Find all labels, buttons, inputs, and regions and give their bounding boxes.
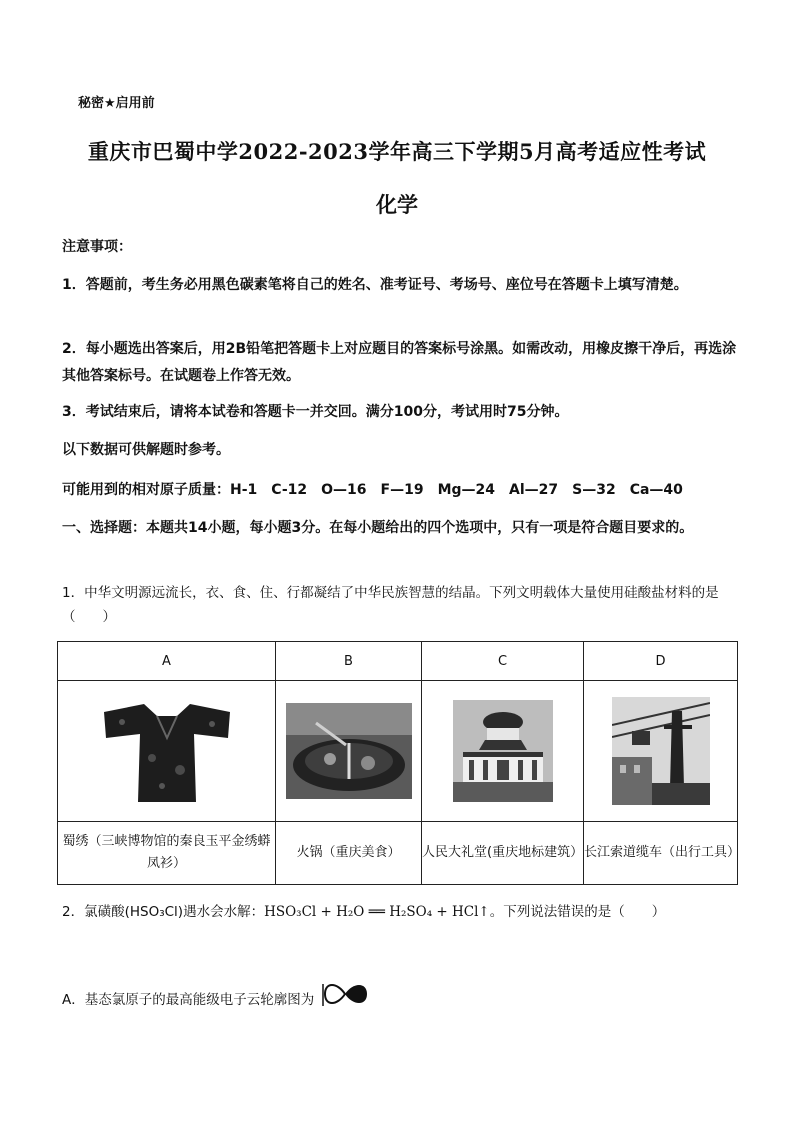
p-orbital-icon xyxy=(319,980,371,1008)
q2-stem-mid: 遇水会水解： xyxy=(183,904,265,920)
robe-photo xyxy=(102,698,232,804)
q2-formula: (HSO₃Cl) xyxy=(124,904,184,920)
notice-item-3: 3．考试结束后，请将本试卷和答题卡一并交回。满分100分，考试用时75分钟。 xyxy=(62,404,569,420)
notice-item-2: 2．每小题选出答案后，用2B铅笔把答题卡上对应题目的答案标号涂黑。如需改动，用橡皮擦干净后，再选涂其他答案标号。在试题卷上作答无效。 xyxy=(62,341,737,384)
q2-stem-prefix: 2．氯磺酸 xyxy=(62,904,125,920)
question-1-stem: 1．中华文明源远流长，衣、食、住、行都凝结了中华民族智慧的结晶。下列文明载体大量使用硅酸盐材料的是（ ） xyxy=(62,585,719,625)
question-2-stem xyxy=(62,900,742,924)
question-1-options-table xyxy=(57,641,741,885)
subject-title: 化学 xyxy=(376,192,418,217)
q2-stem-suffix: 。下列说法错误的是（ ） xyxy=(489,904,666,920)
option-a-caption: 蜀绣（三峡博物馆的秦良玉平金绣蟒凤衫） xyxy=(58,822,276,885)
option-c-letter: C xyxy=(422,642,584,681)
option-b-letter: B xyxy=(276,642,422,681)
q2-option-a-text: A．基态氯原子的最高能级电子云轮廓图为 xyxy=(62,992,315,1008)
data-note: 以下数据可供解题时参考。 xyxy=(62,442,230,458)
option-d-letter: D xyxy=(584,642,738,681)
question-2-option-a xyxy=(62,980,742,1012)
notice-item-1: 1．答题前，考生务必用黑色碳素笔将自己的姓名、准考证号、考场号、座位号在答题卡上填写清楚。 xyxy=(62,277,688,293)
notice-heading: 注意事项： xyxy=(62,239,132,255)
option-a-letter: A xyxy=(58,642,276,681)
q2-equation: HSO₃Cl + H₂O ══ H₂SO₄ + HCl↑ xyxy=(264,904,490,920)
atomic-masses: 可能用到的相对原子质量：H-1 C-12 O—16 F—19 Mg—24 Al—27 S—32 Ca—40 xyxy=(62,482,683,498)
option-b-caption: 火锅（重庆美食） xyxy=(276,822,422,885)
hotpot-photo xyxy=(286,703,412,799)
cable-car-photo xyxy=(612,697,710,805)
confidential-label: 秘密★启用前 xyxy=(78,96,155,111)
section-title: 一、选择题：本题共14小题，每小题3分。在每小题给出的四个选项中，只有一项是符合题目要求的。 xyxy=(62,520,694,536)
option-c-caption: 人民大礼堂(重庆地标建筑） xyxy=(422,822,584,885)
great-hall-photo xyxy=(453,700,553,802)
option-d-caption: 长江索道缆车（出行工具） xyxy=(584,822,738,885)
exam-title: 重庆市巴蜀中学2022-2023学年高三下学期5月高考适应性考试 xyxy=(87,139,707,164)
